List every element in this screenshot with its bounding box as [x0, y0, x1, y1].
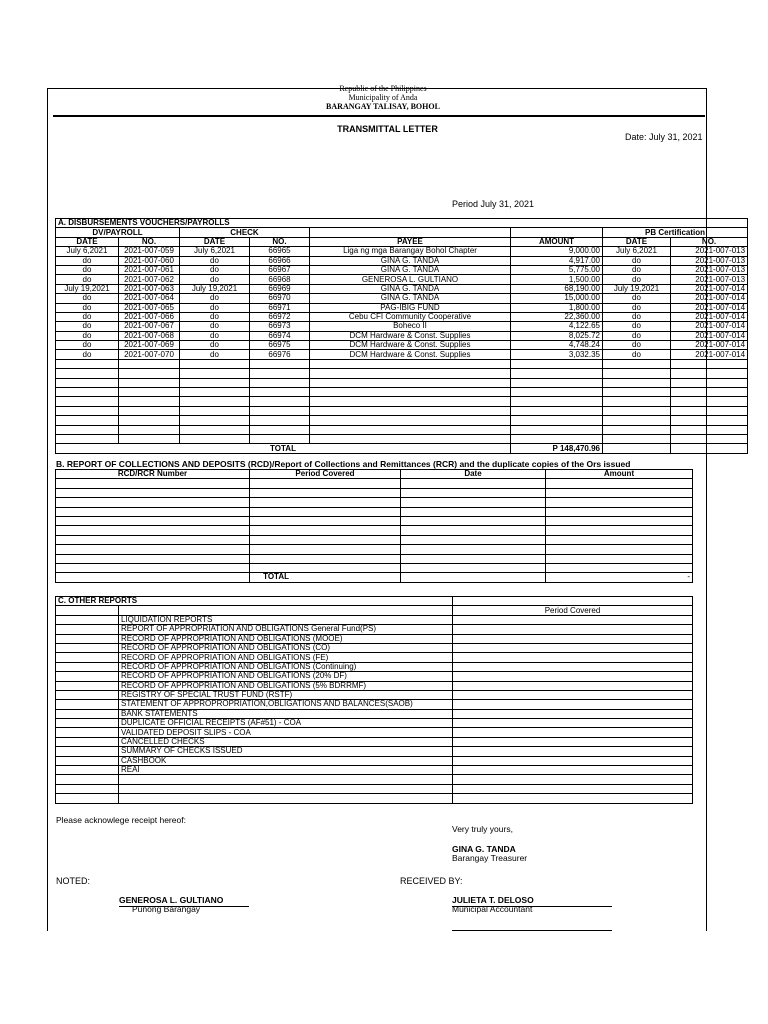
table-cell: July 6,2021 — [603, 247, 671, 256]
list-item — [56, 672, 693, 681]
table-cell: Liga ng mga Barangay Bohol Chapter — [310, 247, 511, 256]
list-item — [56, 766, 693, 775]
table-cell: do — [180, 331, 250, 340]
table-cell: 2021-007-014 — [671, 350, 748, 359]
table-cell: Boheco II — [310, 322, 511, 331]
table-cell: do — [603, 350, 671, 359]
table-cell: 66970 — [250, 294, 310, 303]
table-cell: VALIDATED DEPOSIT SLIPS - COA — [119, 728, 453, 737]
table-cell: 66969 — [250, 284, 310, 293]
table-cell: DUPLICATE OFFICIAL RECEIPTS (AF#51) - COA — [119, 719, 453, 728]
table-row — [56, 775, 693, 784]
column-header: PAYEE — [310, 237, 511, 246]
column-header: Period Covered — [250, 470, 401, 479]
table-cell: 2021-007-069 — [119, 341, 180, 350]
table-row — [56, 545, 693, 554]
table-cell: 4,748.24 — [511, 341, 603, 350]
table-cell: do — [603, 322, 671, 331]
table-cell: DCM Hardware & Const. Supplies — [310, 331, 511, 340]
table-row — [56, 331, 748, 340]
republic-label: Republic of the Philippines — [339, 84, 427, 93]
acknowledge-text: Please acknowlege receipt hereof: — [56, 815, 186, 825]
section-b-total-label: TOTAL — [56, 573, 250, 582]
table-cell: REAI — [119, 766, 453, 775]
table-cell: LIQUIDATION REPORTS — [119, 615, 453, 624]
list-item — [56, 719, 693, 728]
table-cell: do — [603, 294, 671, 303]
table-cell: 2021-007-014 — [671, 294, 748, 303]
barangay-label: BARANGAY TALISAY, BOHOL — [326, 102, 440, 111]
list-item — [56, 737, 693, 746]
table-cell: 5,775.00 — [511, 265, 603, 274]
list-item — [56, 653, 693, 662]
table-row — [56, 341, 748, 350]
table-cell: 2021-007-014 — [671, 284, 748, 293]
table-cell: July 6,2021 — [180, 247, 250, 256]
table-cell: GINA G. TANDA — [310, 284, 511, 293]
table-cell: 2021-007-068 — [119, 331, 180, 340]
table-cell: July 6,2021 — [56, 247, 119, 256]
column-header: NO. — [250, 237, 310, 246]
treasurer-name: GINA G. TANDA — [452, 844, 516, 854]
table-cell: do — [603, 303, 671, 312]
column-header: RCD/RCR Number — [56, 470, 250, 479]
table-row — [56, 425, 748, 434]
table-cell: do — [56, 331, 119, 340]
accountant-name: JULIETA T. DELOSO — [452, 895, 534, 905]
table-cell: GENEROSA L. GULTIANO — [310, 275, 511, 284]
table-row — [56, 284, 748, 293]
table-cell: 8,025.72 — [511, 331, 603, 340]
table-cell: 2021-007-013 — [671, 275, 748, 284]
period-covered-header: Period Covered — [453, 606, 693, 615]
list-item — [56, 700, 693, 709]
section-a-total-label: TOTAL — [56, 444, 511, 453]
table-row — [56, 516, 693, 525]
disbursements-table — [55, 218, 748, 454]
table-cell: 66966 — [250, 256, 310, 265]
list-item — [56, 615, 693, 624]
table-cell: 66971 — [250, 303, 310, 312]
table-cell: 2021-007-066 — [119, 312, 180, 321]
table-row — [56, 406, 748, 415]
table-cell: do — [603, 256, 671, 265]
table-cell: do — [180, 312, 250, 321]
table-row — [56, 784, 693, 793]
table-cell: GINA G. TANDA — [310, 256, 511, 265]
list-item — [56, 681, 693, 690]
collections-table — [55, 469, 693, 583]
table-cell: do — [603, 331, 671, 340]
table-cell: RECORD OF APPROPRIATION AND OBLIGATIONS (20% DF) — [119, 672, 453, 681]
section-c-title: C. OTHER REPORTS — [56, 597, 453, 606]
table-row — [56, 535, 693, 544]
table-row — [56, 563, 693, 572]
table-cell: GINA G. TANDA — [310, 265, 511, 274]
list-item — [56, 662, 693, 671]
table-cell: 2021-007-014 — [671, 331, 748, 340]
table-cell: RECORD OF APPROPRIATION AND OBLIGATIONS (MOOE) — [119, 634, 453, 643]
table-cell: 66967 — [250, 265, 310, 274]
list-item — [56, 756, 693, 765]
table-cell: DCM Hardware & Const. Supplies — [310, 350, 511, 359]
table-cell: 3,032.35 — [511, 350, 603, 359]
table-row — [56, 303, 748, 312]
table-row — [56, 554, 693, 563]
column-header: DATE — [603, 237, 671, 246]
table-cell: RECORD OF APPROPRIATION AND OBLIGATIONS (CO) — [119, 643, 453, 652]
table-cell: 1,800.00 — [511, 303, 603, 312]
table-cell: PAG-IBIG FUND — [310, 303, 511, 312]
punong-barangay-name: GENEROSA L. GULTIANO — [119, 895, 224, 905]
table-row — [56, 322, 748, 331]
table-cell: CANCELLED CHECKS — [119, 737, 453, 746]
table-cell: do — [603, 275, 671, 284]
table-row — [56, 350, 748, 359]
table-cell: CASHBOOK — [119, 756, 453, 765]
table-row — [56, 294, 748, 303]
treasurer-title: Barangay Treasurer — [452, 853, 528, 863]
table-row — [56, 247, 748, 256]
table-cell: RECORD OF APPROPRIATION AND OBLIGATIONS (5% BDRRMF) — [119, 681, 453, 690]
table-row — [56, 256, 748, 265]
section-b-title: B. REPORT OF COLLECTIONS AND DEPOSITS (RCD)/Report of Collections and Remittances (RCR) and the duplicate copies of the Ors issued — [56, 459, 631, 469]
table-cell: 66968 — [250, 275, 310, 284]
table-cell: 66976 — [250, 350, 310, 359]
table-cell: do — [180, 294, 250, 303]
table-cell: do — [56, 275, 119, 284]
table-row — [56, 416, 748, 425]
table-cell: 66973 — [250, 322, 310, 331]
noted-label: NOTED: — [56, 876, 91, 886]
table-cell: 2021-007-064 — [119, 294, 180, 303]
table-cell: 2021-007-013 — [671, 265, 748, 274]
table-cell: 2021-007-067 — [119, 322, 180, 331]
table-row — [56, 794, 693, 803]
table-cell: July 19,2021 — [56, 284, 119, 293]
table-cell: do — [180, 256, 250, 265]
table-cell: 2021-007-070 — [119, 350, 180, 359]
table-cell: 2021-007-062 — [119, 275, 180, 284]
table-row — [56, 479, 693, 488]
table-cell: 2021-007-059 — [119, 247, 180, 256]
table-cell: 1,500.00 — [511, 275, 603, 284]
list-item — [56, 728, 693, 737]
column-header: NO. — [671, 237, 748, 246]
table-cell: do — [56, 341, 119, 350]
pb-certification-header: PB Certification — [603, 228, 748, 237]
dv-payroll-header: DV/PAYROLL — [56, 228, 180, 237]
list-item — [56, 747, 693, 756]
table-cell: do — [56, 303, 119, 312]
table-cell: do — [56, 256, 119, 265]
municipality-label: Municipality of Anda — [348, 93, 418, 102]
table-cell: REGISTRY OF SPECIAL TRUST FUND (RSTF) — [119, 690, 453, 699]
table-cell: 2021-007-013 — [671, 256, 748, 265]
table-cell: July 19,2021 — [180, 284, 250, 293]
table-cell: 68,190.00 — [511, 284, 603, 293]
table-cell: do — [603, 341, 671, 350]
check-header: CHECK — [180, 228, 310, 237]
table-row — [56, 498, 693, 507]
table-cell: do — [56, 312, 119, 321]
table-row — [56, 369, 748, 378]
table-cell: 4,122.65 — [511, 322, 603, 331]
section-a-title: A. DISBURSEMENTS VOUCHERS/PAYROLLS — [56, 219, 748, 228]
list-item — [56, 643, 693, 652]
document-title: TRANSMITTAL LETTER — [337, 124, 438, 134]
table-cell: 2021-007-061 — [119, 265, 180, 274]
table-row — [56, 388, 748, 397]
column-header: DATE — [180, 237, 250, 246]
list-item — [56, 634, 693, 643]
table-cell: REPORT OF APPROPRIATION AND OBLIGATIONS General Fund(PS) — [119, 625, 453, 634]
table-row — [56, 434, 748, 443]
punong-barangay-title: Punong Barangay — [132, 904, 201, 914]
list-item — [56, 690, 693, 699]
received-signature-line — [452, 930, 612, 931]
table-cell: 66974 — [250, 331, 310, 340]
table-cell: do — [180, 265, 250, 274]
table-cell: 22,360.00 — [511, 312, 603, 321]
table-cell: do — [180, 322, 250, 331]
table-cell: do — [56, 265, 119, 274]
table-cell: 66975 — [250, 341, 310, 350]
document-date: Date: July 31, 2021 — [625, 132, 703, 142]
table-row — [56, 265, 748, 274]
column-header: Amount — [546, 470, 693, 479]
table-row — [56, 378, 748, 387]
list-item — [56, 625, 693, 634]
table-cell: RECORD OF APPROPRIATION AND OBLIGATIONS (Continuing) — [119, 662, 453, 671]
column-header: DATE — [56, 237, 119, 246]
column-header: Date — [401, 470, 546, 479]
table-cell: 15,000.00 — [511, 294, 603, 303]
other-reports-table — [55, 596, 693, 804]
list-item — [56, 709, 693, 718]
header-rule — [53, 115, 705, 117]
period-label: Period July 31, 2021 — [452, 199, 535, 209]
table-cell: do — [56, 322, 119, 331]
table-cell: DCM Hardware & Const. Supplies — [310, 341, 511, 350]
table-cell: 2021-007-013 — [671, 247, 748, 256]
table-cell: July 19,2021 — [603, 284, 671, 293]
section-a-total-value: P 148,470.96 — [511, 444, 603, 453]
table-cell: 2021-007-014 — [671, 303, 748, 312]
table-row — [56, 507, 693, 516]
accountant-title: Municipal Accountant — [452, 904, 533, 914]
table-cell: 2021-007-014 — [671, 341, 748, 350]
table-row — [56, 312, 748, 321]
table-cell: do — [180, 341, 250, 350]
table-cell: do — [56, 350, 119, 359]
received-by-label: RECEIVED BY: — [400, 876, 463, 886]
table-cell: do — [180, 275, 250, 284]
table-cell: 2021-007-060 — [119, 256, 180, 265]
column-header: NO. — [119, 237, 180, 246]
table-cell: 66972 — [250, 312, 310, 321]
table-row — [56, 359, 748, 368]
table-cell: 4,917.00 — [511, 256, 603, 265]
table-cell: STATEMENT OF APPROPROPRIATION,OBLIGATIONS AND BALANCES(SAOB) — [119, 700, 453, 709]
table-cell: do — [180, 303, 250, 312]
table-cell: 2021-007-065 — [119, 303, 180, 312]
table-cell: do — [56, 294, 119, 303]
table-cell: BANK STATEMENTS — [119, 709, 453, 718]
column-header: AMOUNT — [511, 237, 603, 246]
table-cell: GINA G. TANDA — [310, 294, 511, 303]
table-cell: do — [603, 265, 671, 274]
table-cell: RECORD OF APPROPRIATION AND OBLIGATIONS (FE) — [119, 653, 453, 662]
table-cell: 2021-007-014 — [671, 322, 748, 331]
table-cell: do — [603, 312, 671, 321]
table-cell: do — [180, 350, 250, 359]
table-cell: 2021-007-014 — [671, 312, 748, 321]
table-cell: 66965 — [250, 247, 310, 256]
table-cell: SUMMARY OF CHECKS ISSUED — [119, 747, 453, 756]
table-cell: Cebu CFI Community Cooperative — [310, 312, 511, 321]
table-row — [56, 488, 693, 497]
table-row — [56, 275, 748, 284]
section-b-total-value: - — [546, 573, 693, 582]
table-cell: 2021-007-063 — [119, 284, 180, 293]
table-row — [56, 397, 748, 406]
table-cell: 9,000.00 — [511, 247, 603, 256]
closing-text: Very truly yours, — [452, 824, 513, 834]
table-row — [56, 526, 693, 535]
